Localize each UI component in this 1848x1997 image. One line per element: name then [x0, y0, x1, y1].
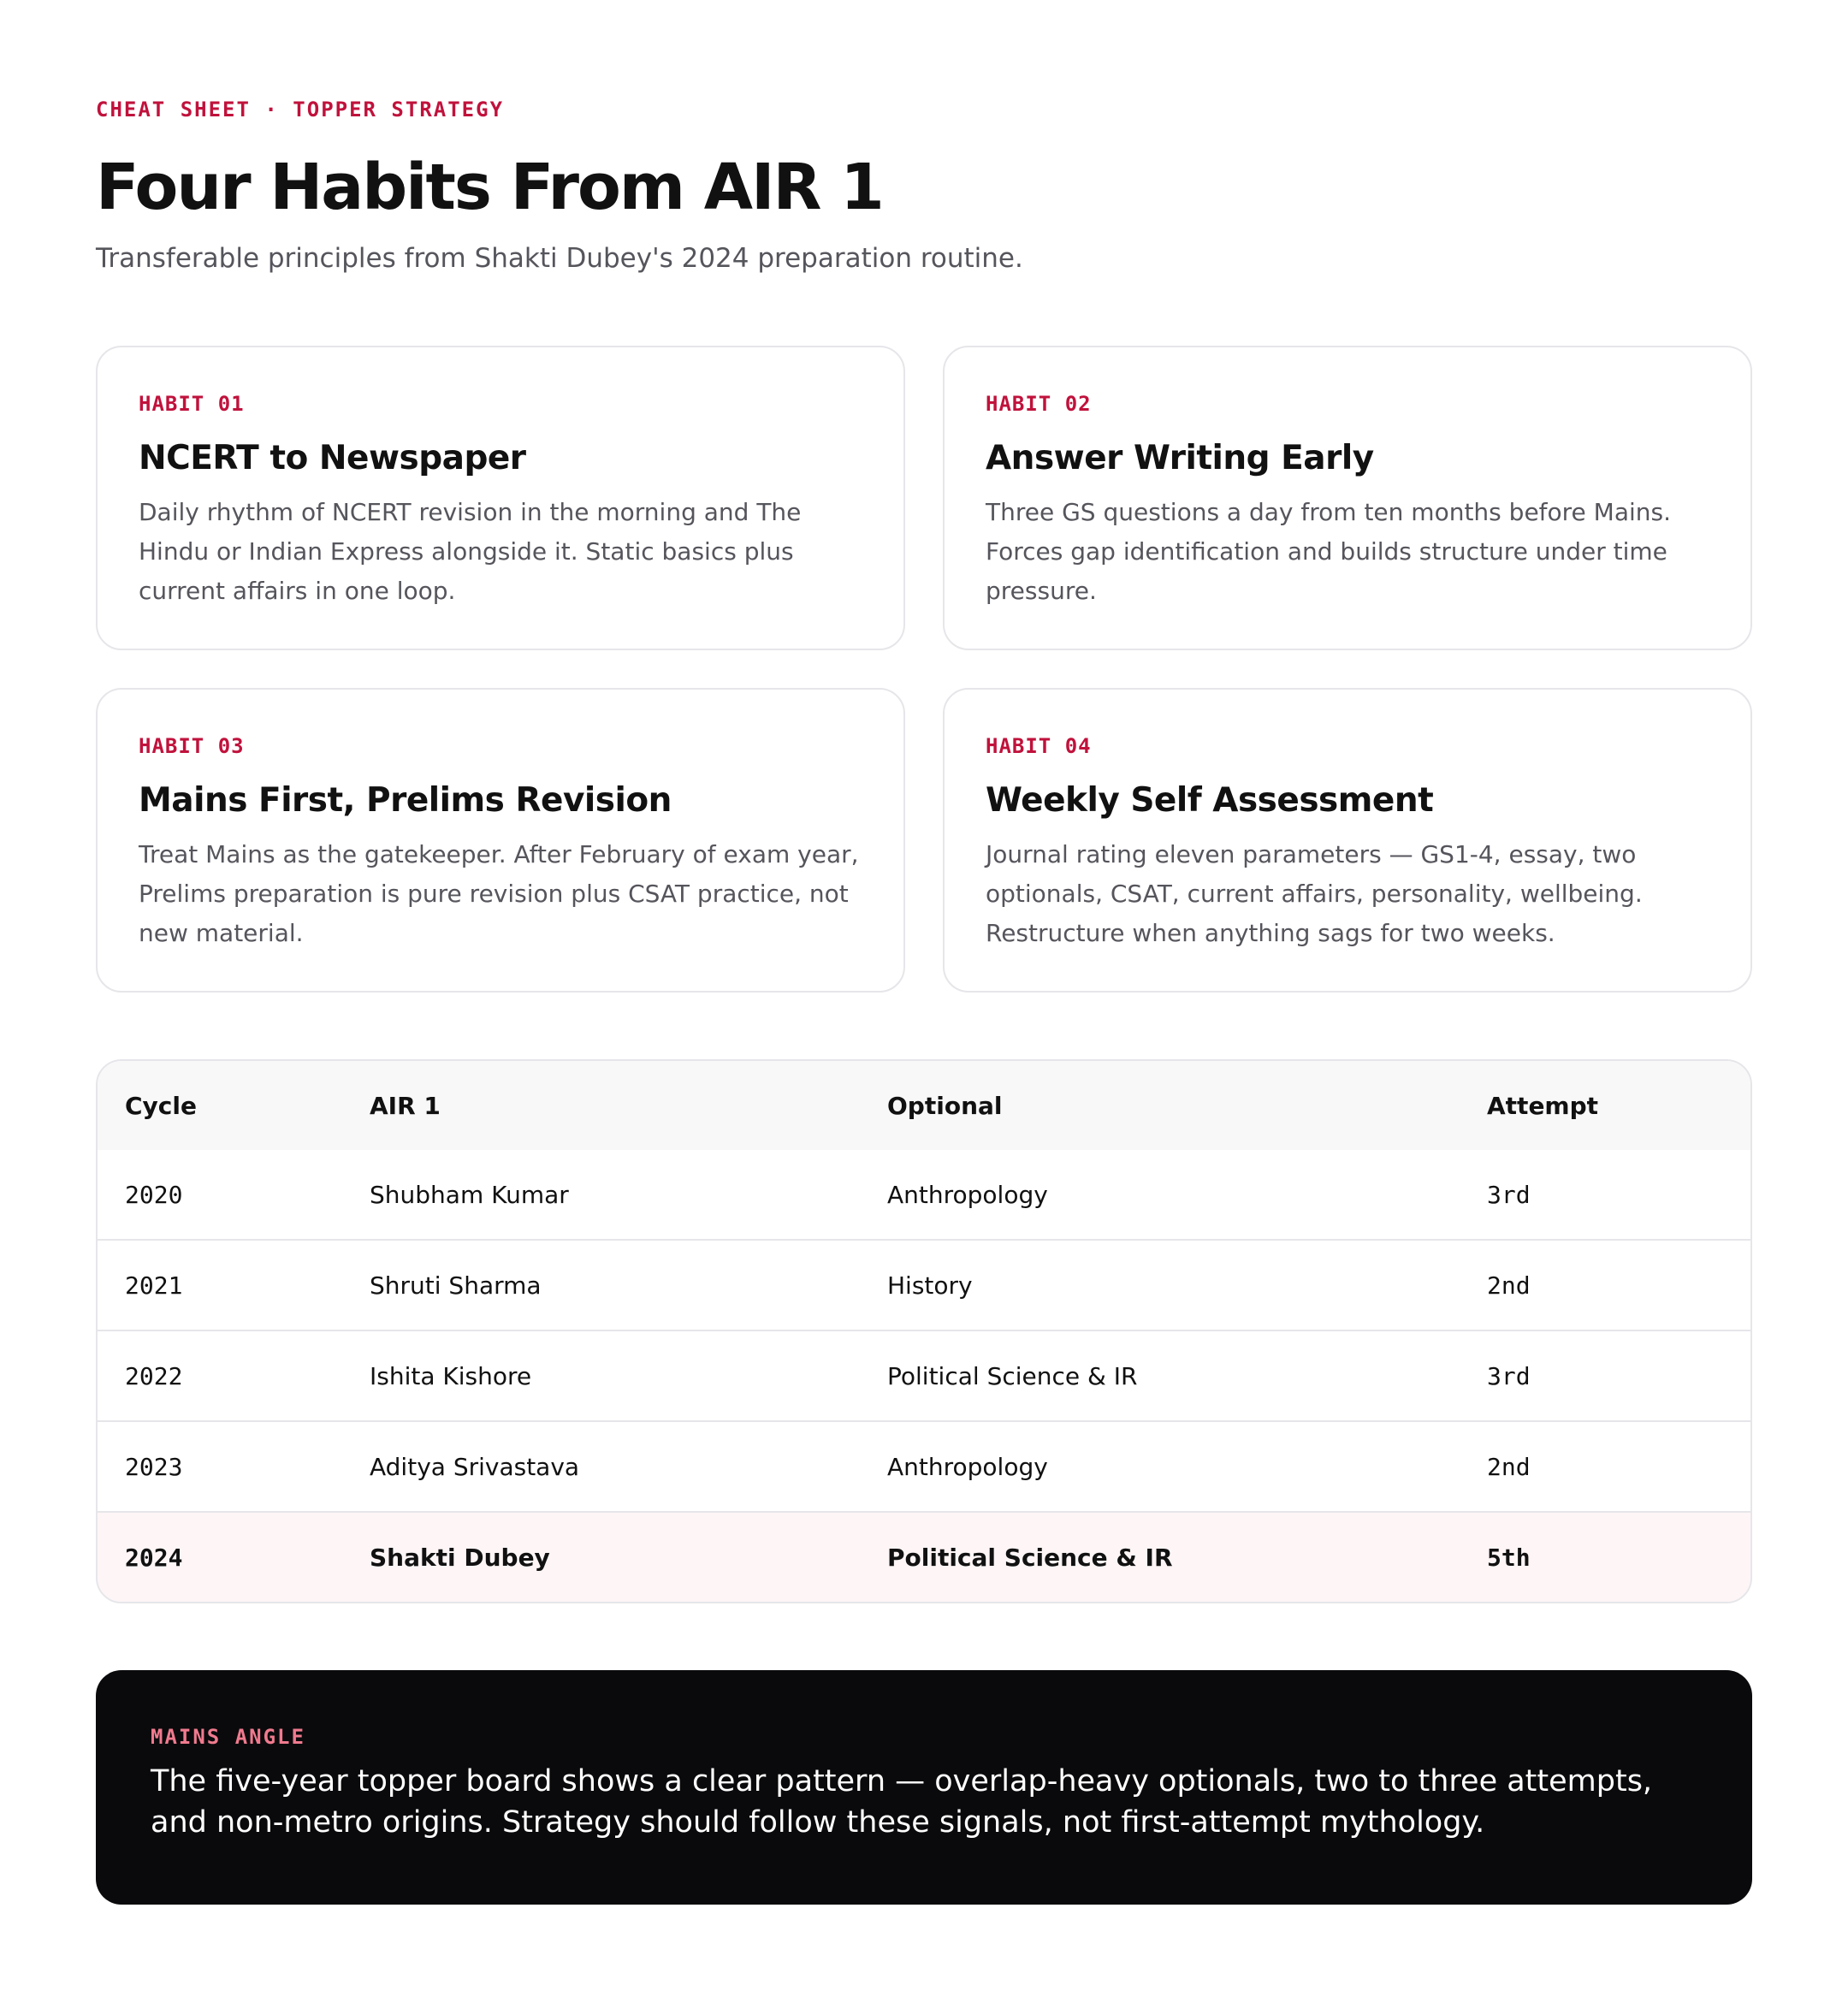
page-subtitle: Transferable principles from Shakti Dubey's 2024 preparation routine.: [96, 243, 1023, 274]
cell-attempt: 2nd: [1460, 1421, 1752, 1512]
cell-cycle: 2024: [98, 1512, 342, 1602]
kicker-label: CHEAT SHEET · TOPPER STRATEGY: [96, 98, 505, 121]
habit-description: Daily rhythm of NCERT revision in the morning and The Hindu or Indian Express alongside it. Static basics plus current affairs in one loop.: [139, 498, 802, 605]
cell-optional: Anthropology: [860, 1421, 1460, 1512]
cell-attempt: 2nd: [1460, 1240, 1752, 1330]
habit-card-4: [943, 688, 1752, 993]
table-row: [98, 1330, 1752, 1421]
cell-cycle: 2021: [98, 1240, 342, 1330]
cell-topper: Aditya Srivastava: [342, 1421, 860, 1512]
habit-title: Mains First, Prelims Revision: [139, 781, 672, 820]
habit-tag: HABIT 01: [139, 392, 245, 416]
cell-topper: Ishita Kishore: [342, 1330, 860, 1421]
cell-optional: History: [860, 1240, 1460, 1330]
table-row: [98, 1421, 1752, 1512]
column-header-cycle: Cycle: [98, 1061, 342, 1150]
habit-tag: HABIT 03: [139, 734, 245, 758]
table-header-row: [98, 1061, 1752, 1150]
habit-tag: HABIT 04: [986, 734, 1092, 758]
cell-cycle: 2022: [98, 1330, 342, 1421]
table-row: [98, 1150, 1752, 1240]
cell-attempt: 3rd: [1460, 1330, 1752, 1421]
topper-table: [96, 1059, 1752, 1603]
cell-optional: Anthropology: [887, 1180, 1048, 1209]
mains-angle-callout: [96, 1670, 1752, 1905]
habits-grid: [96, 346, 1752, 993]
column-header-optional: Optional: [860, 1061, 1460, 1150]
column-header-attempt: Attempt: [1460, 1061, 1752, 1150]
cell-topper: Shruti Sharma: [342, 1240, 860, 1330]
page-title: Four Habits From AIR 1: [96, 151, 883, 224]
habit-card-3: [96, 688, 905, 993]
habit-description: Three GS questions a day from ten months before Mains. Forces gap identification and builds structure under time pressure.: [986, 498, 1672, 605]
habit-description: Treat Mains as the gatekeeper. After February of exam year, Prelims preparation is pure revision plus CSAT practice, not new material.: [139, 840, 859, 947]
column-header-air1: AIR 1: [342, 1061, 860, 1150]
habit-card-2: [943, 346, 1752, 650]
cell-topper: Shakti Dubey: [342, 1512, 860, 1602]
cell-attempt: 3rd: [1487, 1180, 1531, 1209]
habit-description: Journal rating eleven parameters — GS1-4, essay, two optionals, CSAT, current affairs, personality, wellbeing. Restructure when anything sags for two weeks.: [986, 840, 1643, 947]
cell-cycle: 2023: [98, 1421, 342, 1512]
habit-title: Answer Writing Early: [986, 439, 1374, 477]
cell-optional: Political Science & IR: [860, 1512, 1460, 1602]
habit-title: NCERT to Newspaper: [139, 439, 526, 477]
table-row: [98, 1240, 1752, 1330]
cell-optional: Political Science & IR: [860, 1330, 1460, 1421]
habit-card-1: [96, 346, 905, 650]
cell-topper: Shubham Kumar: [370, 1180, 569, 1209]
callout-text: The five-year topper board shows a clear pattern — overlap-heavy optionals, two to three attempts, and non-metro origins. Strategy should follow these signals, not first-attempt mythology.: [151, 1764, 1653, 1840]
habit-tag: HABIT 02: [986, 392, 1092, 416]
habit-title: Weekly Self Assessment: [986, 781, 1434, 820]
cell-cycle: 2020: [125, 1180, 183, 1209]
table-row-highlighted: [98, 1512, 1752, 1602]
cell-attempt: 5th: [1460, 1512, 1752, 1602]
callout-tag: MAINS ANGLE: [151, 1725, 305, 1749]
